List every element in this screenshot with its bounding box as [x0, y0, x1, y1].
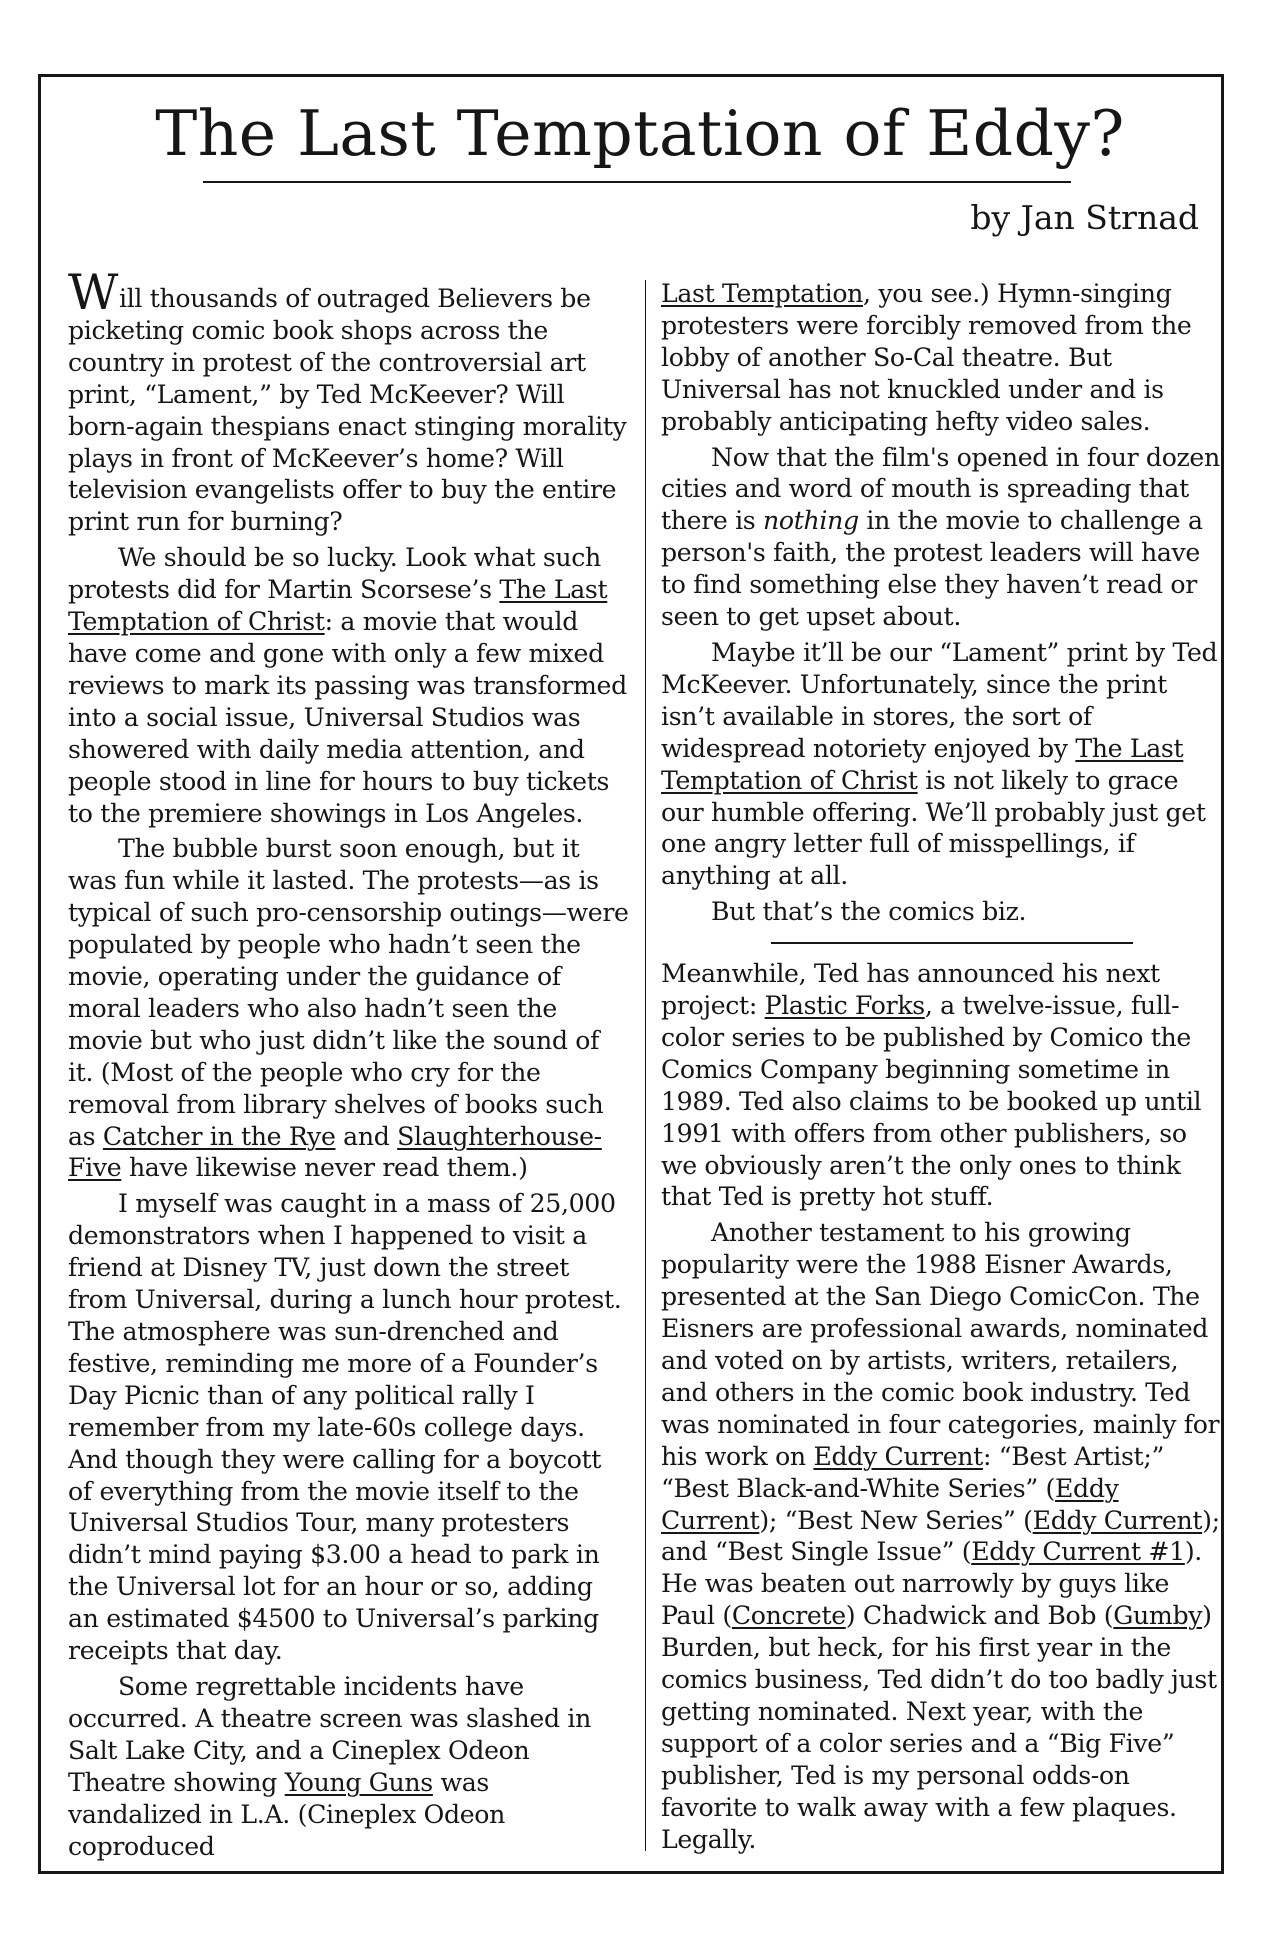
paragraph-text: was vandalized in L.A. (Cineplex Odeon coproduced [68, 1767, 505, 1861]
series-title: Eddy Current [661, 1473, 1119, 1535]
section-divider [771, 942, 1133, 944]
paragraph-text: have likewise never read them.) [121, 1153, 528, 1183]
section-divider-wrap [661, 928, 1226, 958]
series-title: Eddy Current [1032, 1505, 1203, 1535]
paragraph [661, 442, 1226, 633]
paragraph [68, 264, 630, 538]
paragraph-text: , you see.) Hymn-singing protesters were forcibly removed from the lobby of another So-Cal theatre. But Universal has not knuckled under and is probably anticipating hefty video sales. [661, 279, 1192, 436]
paragraph-text: Now that the film's opened in four dozen cities and word of mouth is spreading that there is [661, 442, 1220, 536]
paragraph-text: ) Burden, but heck, for his first year in the comics business, Ted didn’t do too badly just getting nominated. Next year, with the support of a color series and a “Big Five” publisher, Ted is my personal odds-on favorite to walk away with a few plaques. Legally. [661, 1601, 1217, 1854]
emphasis: nothing [763, 506, 859, 536]
article-title: The Last Temptation of Eddy? [155, 97, 1125, 170]
paragraph-text: ). He was beaten out narrowly by guys like Paul ( [661, 1537, 1202, 1631]
drop-cap: W [68, 264, 119, 321]
paragraph [661, 278, 1226, 438]
paragraph [68, 1671, 630, 1862]
film-title: The Last Temptation of Christ [68, 575, 608, 637]
paragraph-text: : a movie that would have come and gone with only a few mixed reviews to mark its passing was transformed into a social issue, Universal Studios was showered with daily media attention, and people stood in line for hours to buy tickets to the premiere showings in Los Angeles. [68, 607, 627, 828]
film-title: Last Temptation [661, 279, 864, 308]
paragraph-text: and [335, 1121, 398, 1151]
film-title: The Last Temptation of Christ [661, 733, 1184, 795]
left-column [68, 264, 630, 1862]
paragraph-text: We should be so lucky. Look what such protests did for Martin Scorsese’s [68, 543, 601, 605]
paragraph [68, 542, 630, 829]
paragraph [661, 958, 1226, 1213]
book-title: Catcher in the Rye [102, 1121, 336, 1151]
series-title: Plastic Forks [764, 991, 925, 1021]
column-divider [645, 280, 646, 1851]
byline: by Jan Strnad [970, 198, 1199, 237]
paragraph-text: ); “Best New Series” ( [759, 1505, 1033, 1535]
paragraph-text: Another testament to his growing popularity were the 1988 Eisner Awards, presented at the San Diego ComicCon. The Eisners are professional awards, nominated and voted on by artists, writers, retailers, and others in the comic book industry. Ted was nominated in four categories, mainly for his work on [661, 1218, 1220, 1471]
paragraph [68, 833, 630, 1184]
paragraph-text: : “Best Artist;” “Best Black-and-White Series” ( [661, 1441, 1164, 1503]
paragraph-text: The bubble burst soon enough, but it was fun while it lasted. The protests—as is typical of such pro-censorship outings—were populated by people who hadn’t seen the movie, operating under the guidance of moral leaders who also hadn’t seen the movie but who just didn’t like the sound of it. (Most of the people who cry for the removal from library shelves of books such as [68, 834, 629, 1151]
book-title: Slaughterhouse-Five [68, 1121, 602, 1183]
paragraph-text: Meanwhile, Ted has announced his next project: [661, 959, 1160, 1021]
paragraph-text: is not likely to grace our humble offering. We’ll probably just get one angry letter full of misspellings, if anything at all. [661, 765, 1206, 891]
series-title: Eddy Current [813, 1441, 983, 1471]
paragraph-text: ); and “Best Single Issue” ( [661, 1505, 1220, 1567]
closing-line: But that’s the comics biz. [711, 897, 1027, 927]
paragraph: I myself was caught in a mass of 25,000 demonstrators when I happened to visit a friend at Disney TV, just down the street from Universal, during a lunch hour protest. The atmosphere was sun-drenched and festive, reminding me more of a Founder’s Day Picnic than of any political rally I remember from my late-60s college days. And though they were calling for a boycott of everything from the movie itself to the Universal Studios Tour, many protesters didn’t mind paying $3.00 a head to park in the Universal lot for an hour or so, adding an estimated $4500 to Universal’s parking receipts that day. [68, 1189, 622, 1666]
title-underline [203, 181, 1071, 183]
film-title: Young Guns [284, 1767, 433, 1797]
right-column [661, 278, 1226, 1856]
paragraph-text: ) Chadwick and Bob ( [845, 1601, 1114, 1631]
paragraph-text: , a twelve-issue, full-color series to be published by Comico the Comics Company beginning sometime in 1989. Ted also claims to be booked up until 1991 with offers from other publishers, so we obviously aren’t the only ones to think that Ted is pretty hot stuff. [661, 991, 1202, 1212]
paragraph [661, 637, 1226, 892]
paragraph-text: in the movie to challenge a person's faith, the protest leaders will have to find something else they haven’t read or seen to get upset about. [661, 506, 1203, 632]
paragraph-text: Some regrettable incidents have occurred. A theatre screen was slashed in Salt Lake City, and a Cineplex Odeon Theatre showing [68, 1671, 591, 1797]
series-title: Concrete [731, 1601, 846, 1631]
paragraph-text: ill thousands of outraged Believers be picketing comic book shops across the country in protest of the controversial art print, “Lament,” by Ted McKeever? Will born-again thespians enact stinging morality plays in front of McKeever’s home? Will television evangelists offer to buy the entire print run for burning? [68, 284, 627, 537]
paragraph-text: Maybe it’ll be our “Lament” print by Ted McKeever. Unfortunately, since the print isn’t available in stores, the sort of widespread notoriety enjoyed by [661, 637, 1218, 763]
paragraph [661, 1217, 1226, 1855]
series-title: Eddy Current #1 [971, 1537, 1185, 1567]
series-title: Gumby [1113, 1601, 1203, 1631]
